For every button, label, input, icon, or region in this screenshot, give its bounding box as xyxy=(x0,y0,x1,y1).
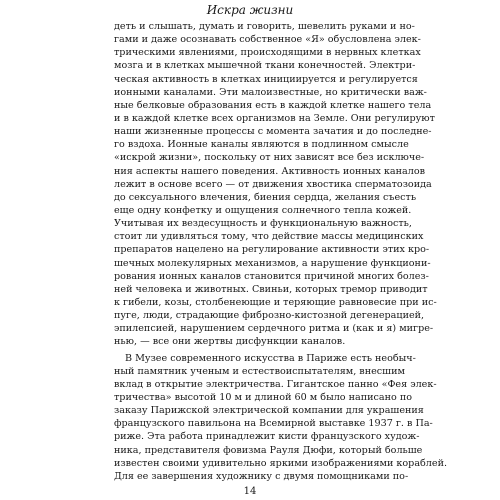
text-line: эпилепсией, нарушением сердечного ритма и (как и я) мигре- xyxy=(114,323,434,335)
text-line: трическими явлениями, происходящими в нервных клетках xyxy=(114,47,421,59)
text-line: и в каждой клетке всех организмов на Земле. Они регулируют xyxy=(114,112,435,124)
text-line: ионными каналами. Эти малоизвестные, но критически важ- xyxy=(114,86,427,98)
page-number: 14 xyxy=(243,486,257,497)
text-line: деть и слышать, думать и говорить, шевелить руками и но- xyxy=(114,21,415,32)
text-line: заказу Парижской электрической компании для украшения xyxy=(114,405,424,417)
text-line: известен своими удивительно яркими изображениями кораблей. xyxy=(114,457,448,469)
text-line: Для ее завершения художнику с двумя помощниками по- xyxy=(114,470,409,482)
text-line: Учитывая их вездесущность и функциональную важность, xyxy=(114,218,412,230)
text-line: тричества» высотой 10 м и длиной 60 м было написано по xyxy=(114,391,413,403)
text-line: гами и даже осознавать собственное «Я» обусловлена элек- xyxy=(114,34,421,46)
running-head: Искра жизни xyxy=(206,3,294,17)
text-line: до сексуального влечения, биения сердца, желания съесть xyxy=(114,191,417,203)
text-line: французского павильона на Всемирной выставке 1937 г. в Па- xyxy=(114,418,433,430)
text-line: го вздоха. Ионные каналы являются в подлинном смысле xyxy=(114,139,409,151)
text-line: мозга и в клетках мышечной ткани конечностей. Электри- xyxy=(114,60,416,72)
text-line: вклад в открытие электричества. Гигантское панно «Фея элек- xyxy=(114,378,437,390)
text-line: стоит ли удивляться тому, что действие массы медицинских xyxy=(114,231,424,243)
text-line: ный памятник ученым и естествоиспытателям, внесшим xyxy=(114,365,405,377)
text-line: пуге, люди, страдающие фиброзно-кистозной дегенерацией, xyxy=(114,310,425,322)
text-line: к гибели, козы, столбенеющие и теряющие равновесие при ис- xyxy=(114,296,437,308)
text-line: лежит в основе всего — от движения хвостика сперматозоида xyxy=(114,178,432,190)
text-line: ческая активность в клетках инициируется и регулируется xyxy=(114,73,418,85)
text-line: еще одну конфетку и ощущения солнечного тепла кожей. xyxy=(114,204,412,216)
text-line: рования ионных каналов становится причиной многих болез- xyxy=(114,270,429,282)
text-line: ные белковые образования есть в каждой клетке нашего тела xyxy=(114,99,432,111)
text-line: ния аспекты нашего поведения. Активность ионных каналов xyxy=(114,165,426,177)
text-line: наши жизненные процессы с момента зачатия и до последне- xyxy=(114,126,432,138)
text-line: шечных молекулярных механизмов, а нарушение функциони- xyxy=(114,257,431,269)
text-line: препаратов нацелено на регулирование активности этих кро- xyxy=(114,244,430,256)
text-line: ней человека и животных. Свиньи, которых тремор приводит xyxy=(114,283,428,295)
text-line: риже. Эта работа принадлежит кисти французского худож- xyxy=(114,431,420,443)
body-text xyxy=(114,20,448,483)
text-line: В Музее современного искусства в Париже есть необыч- xyxy=(125,352,416,364)
text-line: «искрой жизни», поскольку от них зависят все без исключе- xyxy=(114,152,425,164)
text-line: ника, представителя фовизма Рауля Дюфи, который больше xyxy=(114,444,423,456)
text-line: нью, — все они жертвы дисфункции каналов. xyxy=(114,336,346,348)
